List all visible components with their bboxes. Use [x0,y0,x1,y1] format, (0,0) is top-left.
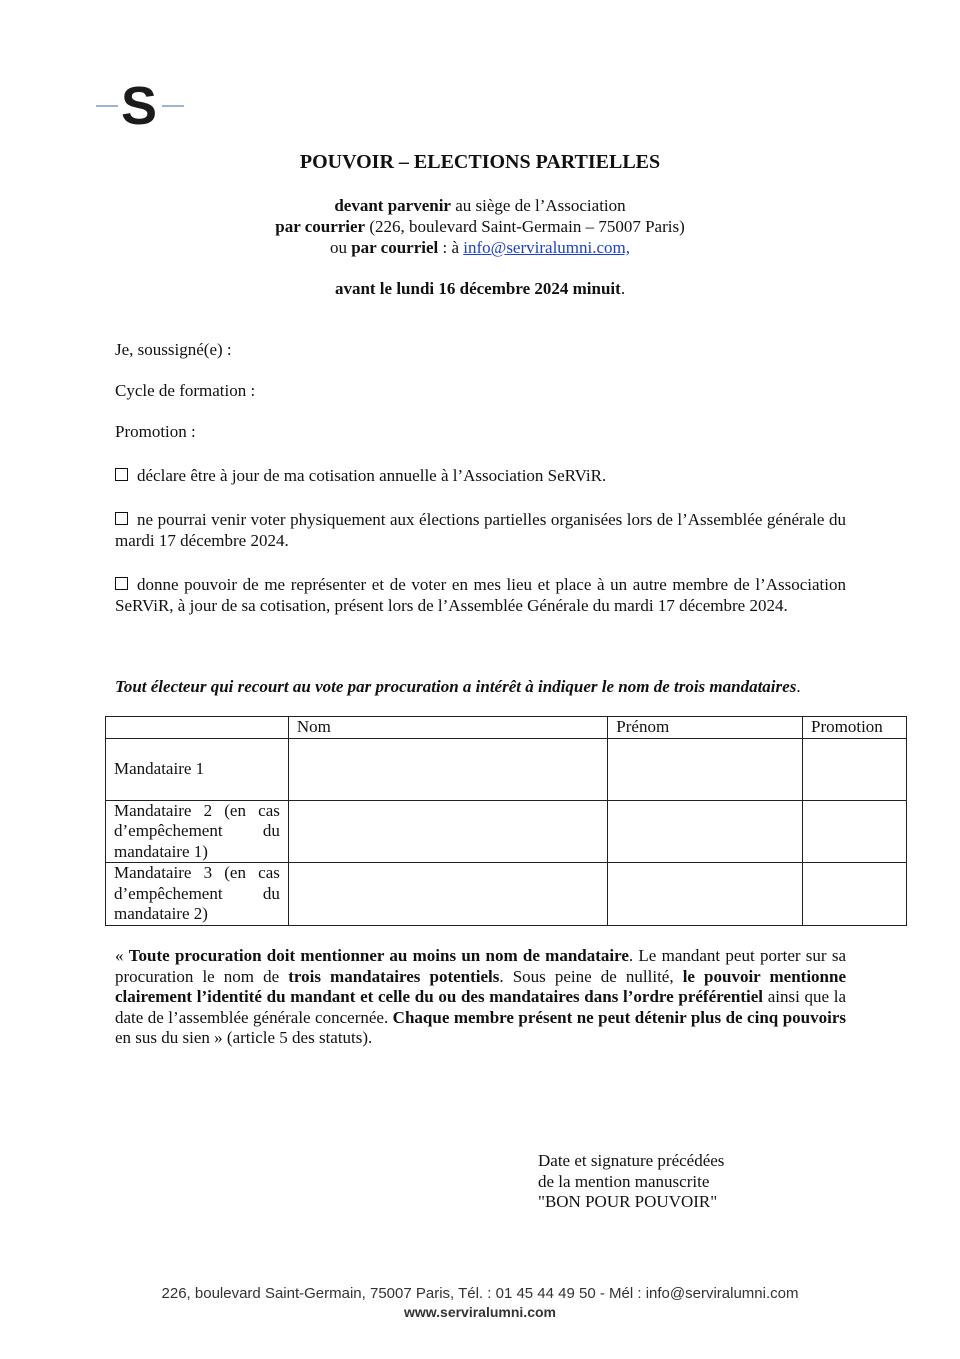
proxy-note-period: . [796,677,801,696]
field-cycle: Cycle de formation : [115,381,256,400]
intro-line-2-bold: par courrier [275,217,366,236]
signature-line-1: Date et signature précédées [538,1151,725,1170]
deadline-text: avant le lundi 16 décembre 2024 minuit [334,279,621,298]
table-row [106,738,907,800]
table-header-nom: Nom [288,717,607,739]
checkbox-cotisation[interactable] [115,468,128,481]
intro-line-2 [0,217,960,238]
cell-promotion-1[interactable] [803,738,907,800]
intro-line-2-text: (226, boulevard Saint-Germain – 75007 Paris) [365,217,685,236]
deadline-period: . [620,279,626,298]
cell-nom-2[interactable] [288,800,607,863]
footer-address: 226, boulevard Saint-Germain, 75007 Paris, Tél. : 01 45 44 49 50 - Mél : info@serviralumni.com [161,1285,799,1302]
checkbox-absence[interactable] [115,512,128,525]
logo-letter: S [121,76,158,136]
intro-line-1 [0,196,960,217]
checkbox-item-cotisation [115,465,846,486]
cell-promotion-3[interactable] [803,863,907,926]
logo-left-dash [96,105,118,107]
signature-line-2: de la mention manuscrite [538,1171,710,1191]
intro-line-1-bold: devant parvenir [334,196,451,215]
table-header-row [106,717,907,739]
quote-part-5: en sus du sien » (article 5 des statuts). [115,1028,373,1047]
proxy-note-text: Tout électeur qui recourt au vote par procuration a intérêt à indiquer le nom de trois mandataires [115,677,797,696]
checkbox-absence-label: ne pourrai venir voter physiquement aux élections partielles organisées lors de l’Assemblée générale du mardi 17 décembre 2024. [115,510,846,550]
checkbox-item-pouvoir [115,574,846,616]
table-row [106,863,907,926]
quote-part-3: . Sous peine de nullité, [499,966,683,986]
signature-line-3: "BON POUR POUVOIR" [538,1192,718,1211]
quote-bold-4: Chaque membre présent ne peut détenir plus de cinq pouvoirs [392,1007,846,1027]
quote-bold-2: trois mandataires potentiels [288,966,500,986]
quote-part-2: . Le mandant peut porter sur sa procuration le nom de [115,946,846,986]
page-footer [0,1285,960,1321]
intro-line-3-mid: : à [438,238,464,257]
row-label-mandataire-2: Mandataire 2 (en cas d’empêchement du mandataire 1) [106,800,289,863]
checkbox-pouvoir[interactable] [115,577,128,590]
table-header-prenom: Prénom [608,717,803,739]
row-label-mandataire-1: Mandataire 1 [106,738,289,800]
mandataires-table [105,716,907,926]
intro-line-3-bold: par courriel [351,238,439,257]
row-label-mandataire-3: Mandataire 3 (en cas d’empêchement du mandataire 2) [106,863,289,926]
table-header-promotion: Promotion [803,717,907,739]
organization-logo [96,76,188,136]
signature-block [538,1151,724,1213]
cell-nom-3[interactable] [288,863,607,926]
quote-part-4: ainsi que la date de l’assemblée générale concernée. [115,987,847,1027]
quote-bold-1: Toute procuration doit mentionner au moins un nom de mandataire [128,946,629,965]
table-row [106,800,907,863]
checkbox-pouvoir-label: donne pouvoir de me représenter et de voter en mes lieu et place à un autre membre de l’Association SeRViR, à jour de sa cotisation, présent lors de l’Assemblée Générale du mardi 17 décembre 2024. [115,575,846,615]
page-title: POUVOIR – ELECTIONS PARTIELLES [299,151,661,173]
cell-prenom-2[interactable] [608,800,803,863]
cell-prenom-3[interactable] [608,863,803,926]
proxy-note [115,677,801,697]
statutes-quote [115,946,846,1049]
intro-line-3-prefix: ou [329,238,352,257]
logo-right-dash [162,105,184,107]
intro-line-1-text: au siège de l’Association [450,196,626,215]
field-soussigne: Je, soussigné(e) : [115,340,232,359]
cell-prenom-1[interactable] [608,738,803,800]
field-promotion: Promotion : [115,422,196,441]
cell-promotion-2[interactable] [803,800,907,863]
cell-nom-1[interactable] [288,738,607,800]
intro-line-3 [0,238,960,259]
quote-bold-3: le pouvoir mentionne clairement l’identité du mandant et celle du ou des mandataires dans l’ordre préférentiel [115,966,846,1006]
deadline-line [0,279,960,300]
table-header-empty [106,717,289,739]
email-link[interactable]: info@serviralumni.com, [463,238,631,257]
checkbox-cotisation-label: déclare être à jour de ma cotisation annuelle à l’Association SeRViR. [137,466,607,485]
footer-website: www.serviralumni.com [404,1304,556,1320]
quote-part-1: « [115,946,129,965]
checkbox-item-absence [115,509,846,551]
